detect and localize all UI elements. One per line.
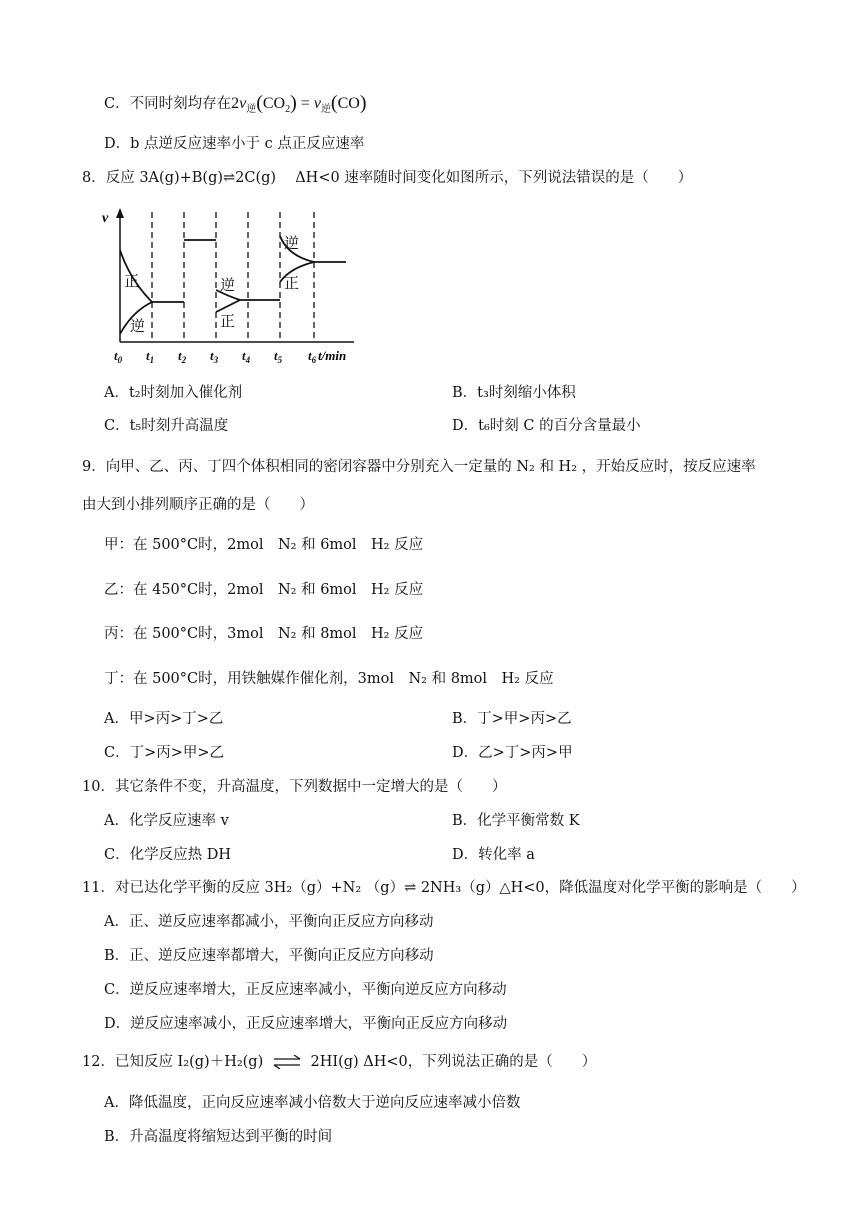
q10-stem: 10．其它条件不变，升高温度，下列数据中一定增大的是（ ） [82, 779, 507, 795]
q9-option-c: C．丁>丙>甲>乙 [104, 745, 225, 761]
y-axis-label: v [102, 211, 109, 226]
label-reverse-5: 逆 [284, 234, 300, 252]
label-forward-3: 正 [220, 312, 236, 330]
label-forward-5: 正 [284, 274, 300, 292]
label-forward-1: 正 [124, 272, 140, 290]
q9-option-a: A．甲>丙>丁>乙 [104, 711, 224, 727]
tick-label-t0: $t_0$ [114, 348, 123, 365]
q9-option-d: D．乙>丁>丙>甲 [452, 745, 573, 761]
q9-yi: 乙：在 450°C时，2mol N₂ 和 6mol H₂ 反应 [104, 582, 424, 598]
q10-option-b: B．化学平衡常数 K [452, 813, 580, 829]
x-axis-label: t/min [318, 348, 347, 363]
q11-option-a: A．正、逆反应速率都减小，平衡向正反应方向移动 [104, 914, 434, 930]
tick-label-t6: $t_6$ [308, 348, 317, 365]
q12-stem-left: 12．已知反应 I₂(g)＋H₂(g) [82, 1054, 264, 1070]
q10-option-a: A．化学反应速率 v [104, 813, 229, 829]
q8-stem: 8．反应 3A(g)+B(g)⇌2C(g) ΔH<0 速率随时间变化如图所示，下列说法错误的是（ ） [82, 170, 693, 186]
q10-option-c: C．化学反应热 DH [104, 847, 231, 863]
q11-option-d: D．逆反应速率减小，正反应速率增大，平衡向正反应方向移动 [104, 1016, 508, 1032]
tick-label-t3: $t_3$ [210, 348, 219, 365]
q10-option-d: D．转化率 a [452, 847, 535, 863]
equilibrium-arrow-icon [272, 1055, 302, 1069]
q7-option-c [104, 92, 367, 116]
q9-ding: 丁：在 500°C时，用铁触媒作催化剂，3mol N₂ 和 8mol H₂ 反应 [104, 671, 554, 687]
label-reverse-1: 逆 [130, 317, 146, 335]
q11-stem: 11．对已达化学平衡的反应 3H₂（g）+N₂ （g）⇌ 2NH₃（g）△H<0，降低温度对化学平衡的影响是（ ） [82, 880, 806, 896]
q11-option-c: C．逆反应速率增大，正反应速率减小，平衡向逆反应方向移动 [104, 982, 507, 998]
rate-time-graph [96, 206, 376, 366]
q12-stem-right: 2HI(g) ΔH<0，下列说法正确的是（ ） [310, 1054, 597, 1070]
q12-option-a: A．降低温度，正向反应速率减小倍数大于逆向反应速率减小倍数 [104, 1095, 521, 1111]
tick-label-t2: $t_2$ [178, 348, 187, 365]
label-reverse-3: 逆 [220, 276, 236, 294]
q8-option-a: A．t₂时刻加入催化剂 [104, 385, 243, 401]
q11-option-b: B．正、逆反应速率都增大，平衡向正反应方向移动 [104, 948, 434, 964]
q9-stem-line2: 由大到小排列顺序正确的是（ ） [82, 497, 314, 513]
q7-option-c-text: C．不同时刻均存在 [104, 96, 232, 112]
y-axis-arrow [116, 208, 124, 218]
q9-stem-line1: 9．向甲、乙、丙、丁四个体积相同的密闭容器中分别充入一定量的 N₂ 和 H₂ ，开始反应时，按反应速率 [82, 459, 756, 475]
q7-option-d: D．b 点逆反应速率小于 c 点正反应速率 [104, 136, 365, 152]
forward-rate-curve-3 [216, 300, 240, 312]
q9-bing: 丙：在 500°C时，3mol N₂ 和 8mol H₂ 反应 [104, 626, 424, 642]
tick-label-t5: $t_5$ [274, 348, 283, 365]
q8-option-d: D．t₆时刻 C 的百分含量最小 [452, 418, 641, 434]
q9-jia: 甲：在 500°C时，2mol N₂ 和 6mol H₂ 反应 [104, 537, 424, 553]
q8-option-c: C．t₅时刻升高温度 [104, 418, 229, 434]
q12-stem [82, 1052, 596, 1072]
tick-label-t1: $t_1$ [146, 348, 155, 365]
q8-option-b: B．t₃时刻缩小体积 [452, 385, 576, 401]
q7-option-c-formula: $2v_逆(CO_2) = v_逆(CO)$ [231, 92, 367, 115]
tick-label-t4: $t_4$ [242, 348, 251, 365]
q9-option-b: B．丁>甲>丙>乙 [452, 711, 572, 727]
q12-option-b: B．升高温度将缩短达到平衡的时间 [104, 1129, 333, 1145]
tick-labels [114, 348, 317, 365]
